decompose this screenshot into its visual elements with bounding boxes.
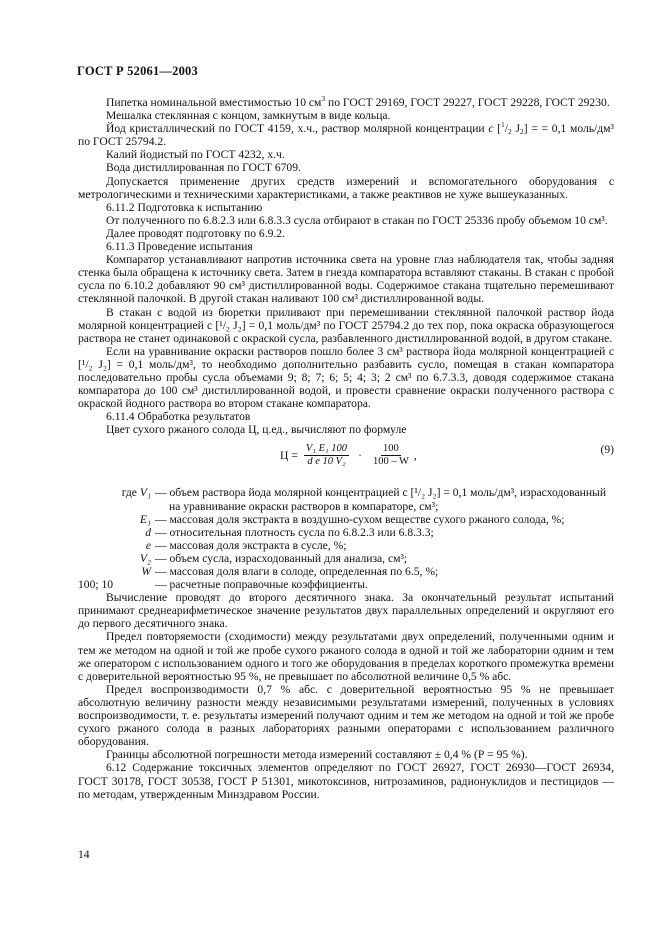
paragraph-alternatives: Допускается применение других средств измерений и вспомогательного оборудования с метрологическими и техническими характеристиками, а также реактивов не хуже вышеуказанных. [78, 174, 614, 201]
formula-number: (9) [600, 443, 614, 457]
legend-row [78, 486, 614, 512]
paragraph-water: Вода дистиллированная по ГОСТ 6709. [106, 161, 301, 175]
document-header: ГОСТ Р 52061—2003 [77, 64, 198, 78]
paragraph-iodine: Йод кристаллический по ГОСТ 4159, х.ч., раствор молярной концентрации с [$^1/_2$ $J_2$] = = 0,1 моль/дм³ по ГОСТ 25794.2. [78, 120, 614, 149]
paragraph-potassium-iodide: Калий йодистый по ГОСТ 4232, х.ч. [106, 148, 285, 162]
paragraph-text: ] = = 0,1 моль/дм³ по ГОСТ 25794.2. [78, 122, 614, 149]
legend-symbol: E₁ [139, 512, 151, 526]
paragraph-stirrer: Мешалка стеклянная с концом, замкнутым в виде кольца. [106, 109, 391, 123]
variable-legend [78, 486, 614, 591]
paragraph-dilution: Если на уравнивание окраски растворов пошло более 3 см³ раствора йода молярной концентрацией с [¹/₂ J₂] = 0,1 моль/дм³, то необходимо дополнительно разбавить сусло, помещая в стакан компаратора последовательно пробы сусла объемами 9; 8; 7; 6; 5; 4; 3; 2 см³ по 6.7.3.3, доводя содержимое стакана компаратора до 100 см³ дистиллированной водой, и провести сравнение окраски полученного раствора с окраской йодного раствора во втором стакане компаратора. [78, 344, 614, 411]
symbol-j: J [511, 122, 520, 136]
fraction-numerator: 1 [501, 120, 505, 130]
fraction-numerator: 100 [383, 443, 399, 455]
section-heading-6-11-3: 6.11.3 Проведение испытания [106, 240, 253, 254]
superscript: 3 [321, 94, 326, 103]
formula-fraction-2 [371, 443, 411, 468]
legend-description: — массовая доля экстракта в воздушно-сухом веществе сухого ржаного солода, %; [155, 512, 565, 526]
legend-description: — расчетные поправочные коэффициенты. [155, 578, 368, 592]
paragraph-toxic-elements: 6.12 Содержание токсичных элементов определяют по ГОСТ 26927, ГОСТ 26930—ГОСТ 26934, ГОСТ 30178, ГОСТ 30538, ГОСТ Р 51301, микотоксинов, нитрозаминов, радионуклидов и пестицидов — по методам, утвержденным Минздравом России. [78, 761, 614, 801]
legend-symbol: e [145, 538, 151, 552]
section-heading-6-11-2: 6.11.2 Подготовка к испытанию [106, 200, 263, 214]
where-intro: где [121, 486, 137, 500]
legend-symbol: d [145, 525, 151, 539]
formula [280, 443, 417, 468]
paragraph-error-bounds: Границы абсолютной погрешности метода измерений составляют ± 0,4 % (Р = 95 %). [106, 748, 528, 762]
fraction-denominator: d e 10 V₂ [307, 456, 346, 468]
paragraph-calculation: Вычисление проводят до второго десятичного знака. За окончательный результат испытаний принимают среднеарифметическое значение результатов двух параллельных определений и округляют его до первого десятичного знака. [78, 591, 614, 631]
page-number: 14 [78, 848, 90, 861]
formula-comma: , [413, 449, 417, 463]
legend-row [78, 578, 614, 591]
fraction-denominator: 100 – W [372, 456, 409, 468]
legend-row [78, 539, 614, 552]
legend-description: — объем сусла, израсходованный для анализа, см³; [155, 551, 408, 565]
section-heading-6-11-4: 6.11.4 Обработка результатов [106, 410, 251, 424]
formula-fraction-1 [304, 443, 349, 468]
formula-block [78, 439, 614, 481]
legend-description: — объем раствора йода молярной концентрацией с [¹/₂ J₂] = 0,1 моль/дм³, израсходованный на уравнивание окраски растворов в компараторе, см³; [155, 486, 607, 513]
paragraph-text: Йод кристаллический по ГОСТ 4159, х.ч., раствор молярной концентрации [106, 122, 489, 136]
legend-symbol [78, 486, 155, 512]
paragraph-text: по ГОСТ 29169, ГОСТ 29227, ГОСТ 29228, ГОСТ 29230. [325, 96, 610, 109]
legend-description: — массовая доля экстракта в сусле, %; [155, 538, 347, 552]
formula-equals: = [291, 449, 298, 463]
legend-description: — массовая доля влаги в солоде, определенная по 6.5, %; [155, 565, 439, 578]
paragraph-text: Пипетка номинальной вместимостью 10 см [106, 96, 322, 109]
symbol-text: V₁ [139, 486, 151, 500]
legend-symbol: V₂ [139, 551, 151, 565]
legend-row [78, 565, 614, 578]
document-body [78, 96, 614, 801]
fraction-denominator: 2 [508, 127, 512, 137]
paragraph-pipette [78, 96, 614, 109]
formula-multiply: · [358, 449, 362, 463]
fraction-numerator: V₁ E₁ 100 [305, 443, 348, 455]
paragraph-reproducibility: Предел воспроизводимости 0,7 % абс. с доверительной вероятностью 95 % не превышает абсолютную величину разности между независимыми результатами измерений, полученных в условиях воспроизводимости, т. е. результаты измерений получают одним и тем же методом на одной и той же пробе сухого ржаного солода в разных лабораториях разными операторами с использованием различного оборудования. [78, 682, 614, 749]
symbol-c: с [488, 122, 494, 136]
paragraph-text: [ [493, 122, 502, 136]
paragraph-repeatability: Предел повторяемости (сходимости) между результатами двух определений, полученными одним и тем же методом на одной и той же пробе сухого ржаного солода в одной и той же лаборатории одним и тем же оператором с использованием одного и того же оборудования в пределах короткого промежутка времени с доверительной вероятностью 95 %, не превышает по абсолютной величине 0,5 % абс. [78, 630, 614, 683]
legend-row [78, 513, 614, 526]
paragraph-titration: В стакан с водой из бюретки приливают при перемешивании стеклянной палочкой раствор йода молярной концентрацией с [¹/₂ J₂] = 0,1 моль/дм³ по ГОСТ 25794.2 до тех пор, пока окраска образующегося раствора не станет одинаковой с окраской сусла, разбавленного дистиллированной водой, в другом стакане. [78, 305, 614, 345]
paragraph-sample: От полученного по 6.8.2.3 или 6.8.3.3 сусла отбирают в стакан по ГОСТ 25336 пробу объемом 10 см³. [106, 213, 608, 227]
legend-row [78, 526, 614, 539]
legend-row [78, 552, 614, 565]
legend-symbol: W [141, 565, 151, 578]
legend-symbol: 100; 10 [78, 578, 114, 592]
subscript: 2 [520, 127, 524, 137]
paragraph-preparation: Далее проводят подготовку по 6.9.2. [106, 226, 285, 240]
formula-lhs: Ц [280, 449, 289, 463]
legend-description: — относительная плотность сусла по 6.8.2.3 или 6.8.3.3; [155, 525, 434, 539]
paragraph-comparator: Компаратор устанавливают напротив источника света на уровне глаз наблюдателя так, чтобы задняя стенка была обращена к источнику света. Затем в гнезда компаратора вставляют стаканы. В стакан с пробой сусла по 6.10.2 добавляют 90 см³ дистиллированной воды. Содержимое стакана тщательно перемешивают стеклянной палочкой. В другой стакан наливают 100 см³ дистиллированной воды. [78, 253, 614, 306]
paragraph-formula-intro: Цвет сухого ржаного солода Ц, ц.ед., вычисляют по формуле [106, 423, 407, 437]
